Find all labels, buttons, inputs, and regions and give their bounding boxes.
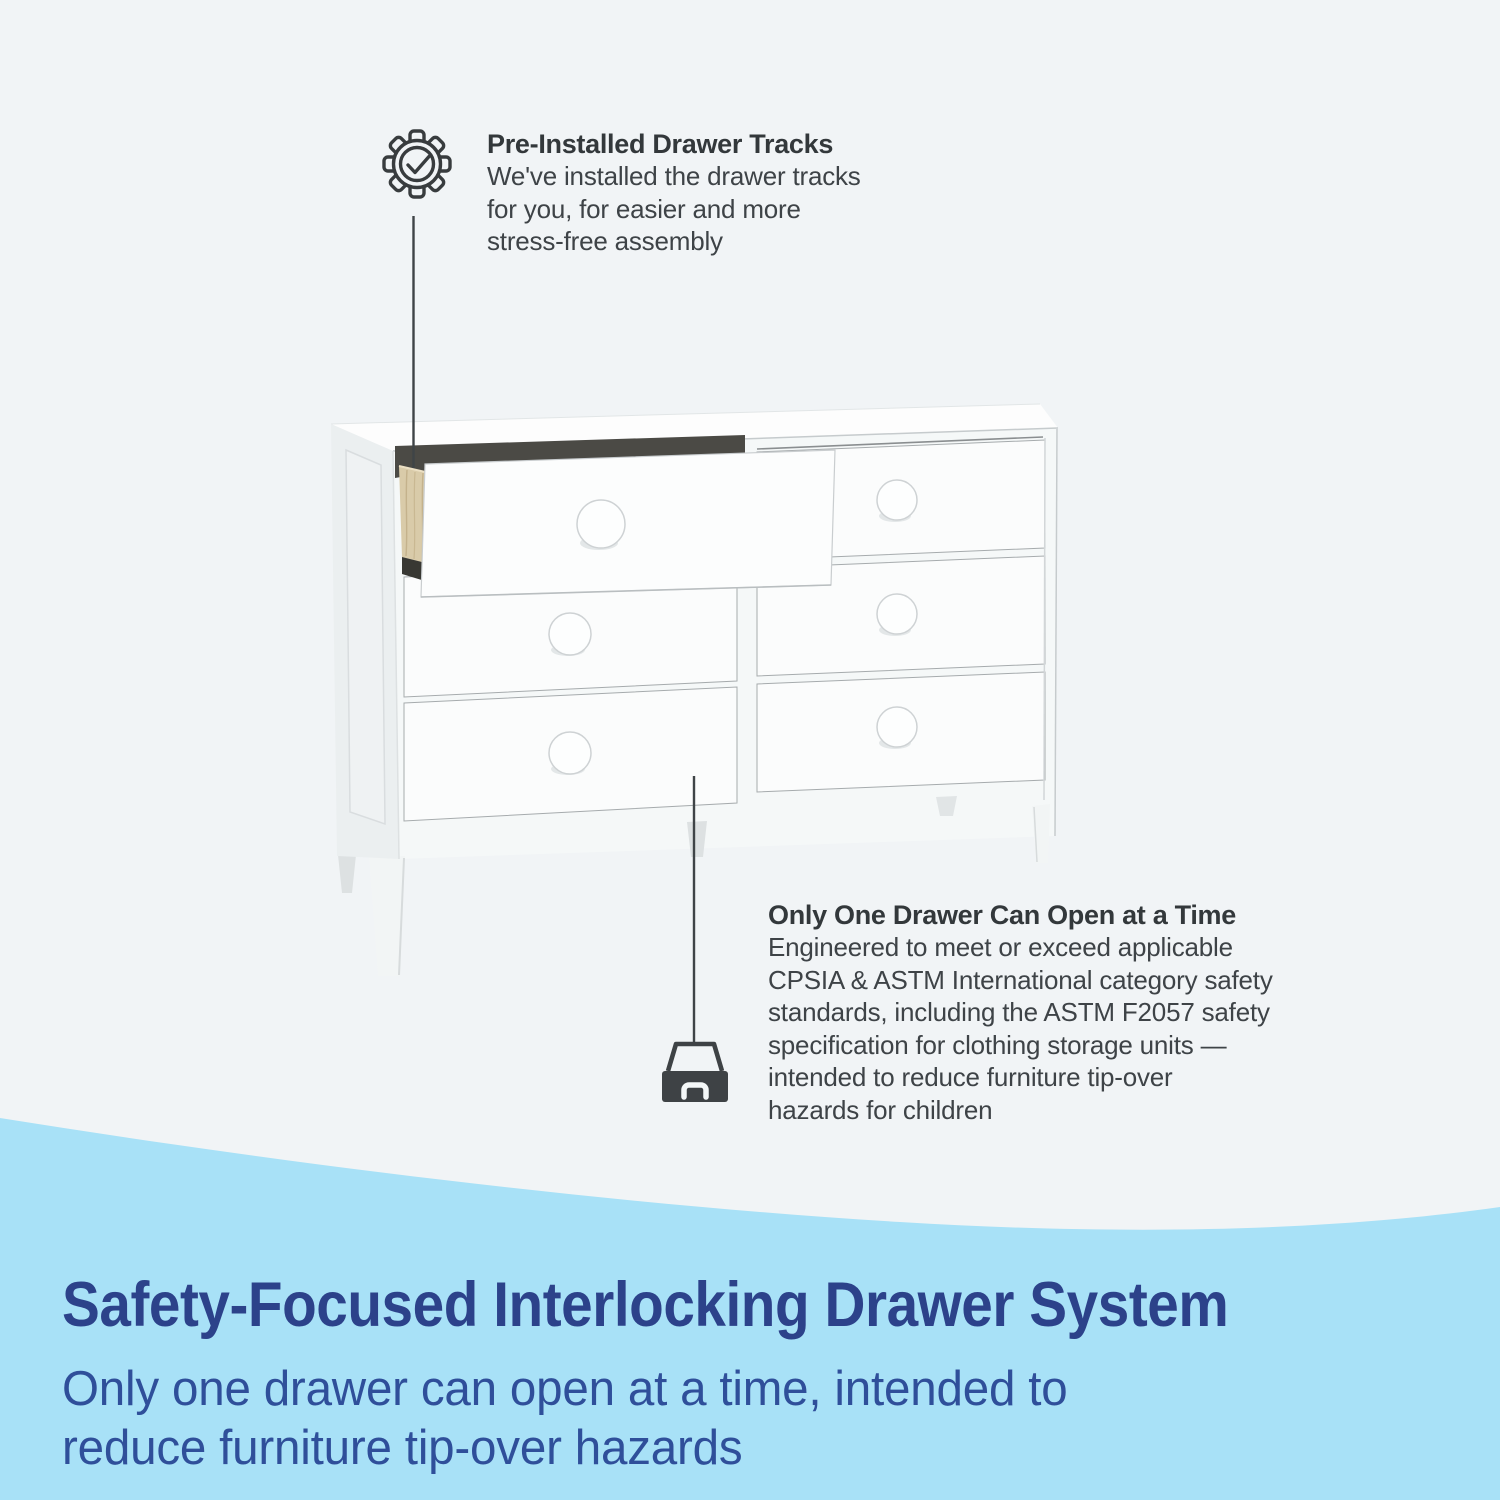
callout-title: Pre-Installed Drawer Tracks: [487, 129, 834, 159]
callout-body-line: specification for clothing storage units —: [768, 1029, 1227, 1060]
callout-body-line: CPSIA & ASTM International category safety: [768, 964, 1273, 995]
callout-body-line: Engineered to meet or exceed applicable: [768, 932, 1233, 962]
banner-subtitle: [62, 1360, 1067, 1478]
callout-one-drawer-interlock: [768, 899, 1273, 1126]
callout-body-line: hazards for children: [768, 1094, 993, 1125]
callout-body-line: intended to reduce furniture tip-over: [768, 1062, 1173, 1092]
callout-body-line: standards, including the ASTM F2057 safety: [768, 997, 1270, 1027]
banner-subtitle-line: Only one drawer can open at a time, intended to: [62, 1362, 1068, 1416]
banner-subtitle-line: reduce furniture tip-over hazards: [62, 1421, 743, 1475]
gear-check-icon: [384, 131, 450, 197]
drawer-knob: [877, 594, 917, 634]
drawer-knob: [877, 480, 917, 520]
drawer-knob: [877, 707, 917, 747]
banner-title: Safety-Focused Interlocking Drawer System: [62, 1270, 1229, 1340]
drawer-knob: [549, 732, 591, 774]
callout-body-line: stress-free assembly: [487, 226, 723, 256]
callout-title: Only One Drawer Can Open at a Time: [768, 900, 1236, 930]
open-drawer-icon: [662, 1044, 728, 1102]
callout-pre-installed-tracks: [487, 128, 861, 258]
drawer-knob: [577, 500, 625, 548]
dresser-side-panel: [331, 424, 399, 859]
open-drawer-front: [421, 450, 835, 597]
callout-body-line: for you, for easier and more: [487, 193, 801, 224]
callout-body-line: We've installed the drawer tracks: [487, 161, 861, 191]
drawer-knob: [549, 613, 591, 655]
